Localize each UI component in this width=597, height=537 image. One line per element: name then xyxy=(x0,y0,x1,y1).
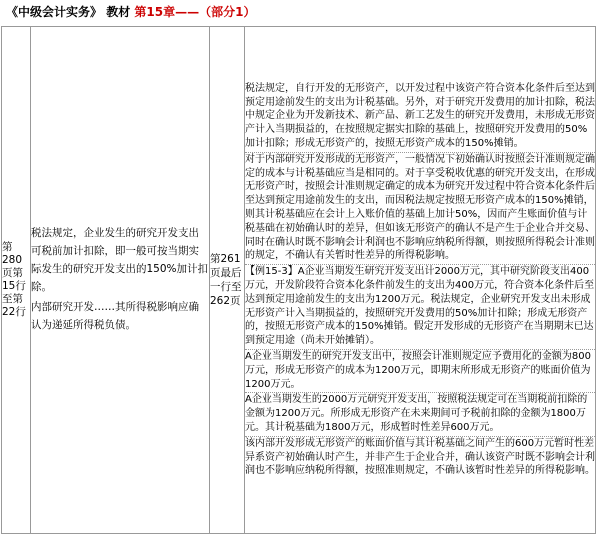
title-chapter: 第15章——（部分1） xyxy=(134,5,256,19)
old-text-paragraph: 内部研究开发……其所得税影响应确认为递延所得税负债。 xyxy=(31,301,199,331)
document-title xyxy=(6,3,255,25)
new-text-paragraph: 【例15-3】A企业当期发生研究开发支出计2000万元，其中研究阶段支出400万元，开发阶段符合资本化条件前发生的支出为400万元，符合资本化条件后至达到预定用途前发生的支出为1200万元。税法规定，企业研究开发支出未形成无形资产计入当期损益的，按照研究开发费用的50%加计扣除；形成无形资产的，按照无形资产成本的150%摊销。假定开发形成的无形资产在当期期末已达到预定用途（尚未开始摊销）。 xyxy=(245,266,595,347)
new-text-paragraph: 该内部开发形成无形资产的账面价值与其计税基础之间产生的600万元暂时性差异系资产初始确认时产生，并非产生于企业合并，确认该资产时既不影响会计利润也不影响应纳税所得额，按照准则规定，不确认该暂时性差异的所得税影响。 xyxy=(245,437,595,477)
title-book: 《中级会计实务》 xyxy=(6,5,103,19)
old-text-cell xyxy=(31,27,210,534)
new-text-paragraph: 税法规定，自行开发的无形资产，以开发过程中该资产符合资本化条件后至达到预定用途前发生的支出为计税基础。另外，对于研究开发费用的加计扣除，税法中规定企业为开发新技术、新产品、新工艺发生的研究开发费用，未形成无形资产计入当期损益的，在按照规定据实扣除的基础上，按照研究开发费用的50%加计扣除；形成无形资产的，按照无形资产成本的150%摊销。 xyxy=(245,82,595,150)
new-text-cell xyxy=(245,27,596,534)
new-text-paragraph: A企业当期发生的研究开发支出中，按照会计准则规定应予费用化的金额为800万元，形成无形资产的成本为1200万元，即期末所形成无形资产的账面价值为1200万元。 xyxy=(245,349,595,391)
new-text-paragraph: 对于内部研究开发形成的无形资产，一般情况下初始确认时按照会计准则规定确定的成本与计税基础应当是相同的。对于享受税收优惠的研究开发支出，在形成无形资产时，按照会计准则规定确定的成本为研究开发过程中符合资本化条件后至达到预定用途前发生的支出，而因税法规定按照无形资产成本的150%摊销，则其计税基础应在会计上入账价值的基础上加计50%，因而产生账面价值与计税基础在初始确认时的差异，但如该无形资产的确认不是产生于企业合并交易、同时在确认时既不影响会计利润也不影响应纳税所得额，则按照所得税会计准则的规定，不确认有关暂时性差异的所得税影响。 xyxy=(245,153,595,262)
old-text-paragraph: 税法规定，企业发生的研究开发支出可税前加计扣除，即一般可按当期实际发生的研究开发支出的150%加计扣除。 xyxy=(31,227,209,293)
table-row xyxy=(2,27,596,534)
new-text-paragraph: A企业当期发生的2000万元研究开发支出，按照税法规定可在当期税前扣除的金额为1200万元。所形成无形资产在未来期间可予税前扣除的金额为1800万元。其计税基础为1800万元，形成暂时性差异600万元。 xyxy=(245,392,595,434)
new-page-ref: 第261页最后一行至262页 xyxy=(210,27,245,534)
old-page-ref: 第280页第15行至第22行 xyxy=(2,27,31,534)
comparison-table xyxy=(1,26,596,534)
title-label: 教材 xyxy=(106,5,131,19)
